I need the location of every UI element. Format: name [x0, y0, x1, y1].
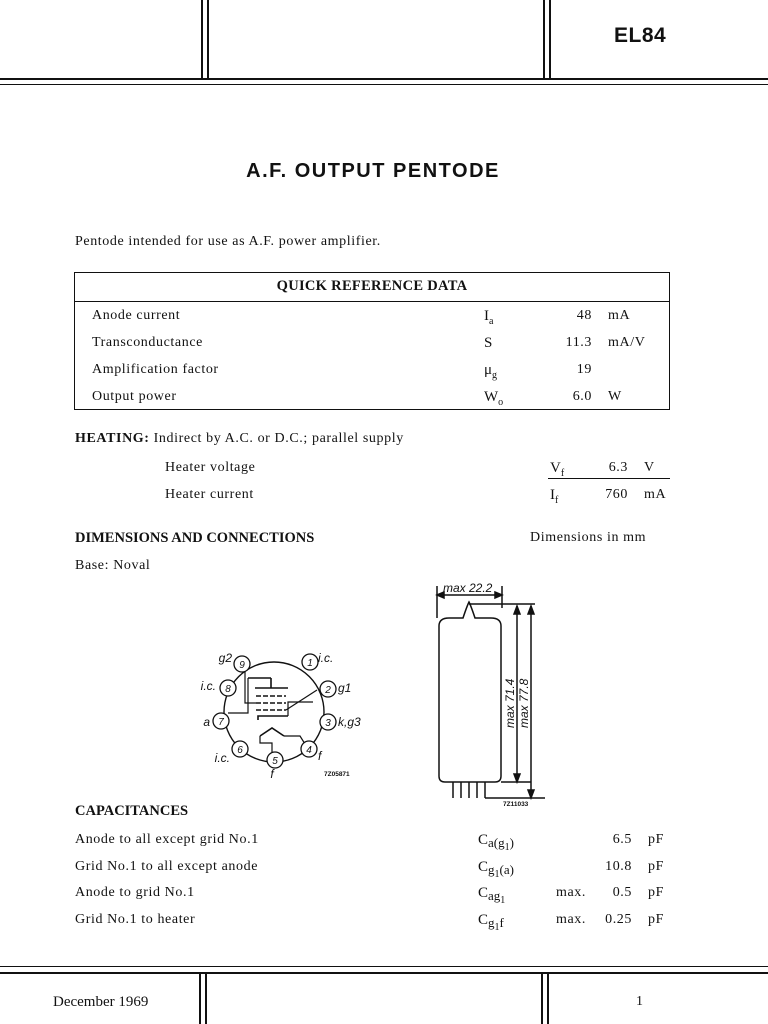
qr-symbol-main: I — [484, 308, 489, 324]
base-label: Base: Noval — [75, 558, 151, 573]
qr-value: 48 — [576, 308, 592, 323]
heating-label: HEATING: — [75, 431, 150, 446]
capacitance-label: Grid No.1 to heater — [75, 911, 196, 927]
capacitance-symbol — [478, 883, 506, 906]
cap-symbol-sub — [488, 888, 506, 906]
qr-label: Amplification factor — [92, 362, 219, 377]
cap-symbol-main: C — [478, 832, 489, 848]
pin-number: 1 — [307, 658, 313, 669]
qr-label: Output power — [92, 389, 177, 404]
cap-symbol-sub — [488, 835, 514, 853]
heating-row-unit: mA — [644, 487, 667, 502]
qr-unit: W — [608, 389, 622, 404]
cap-sub-part1: g — [488, 861, 495, 877]
capacitance-unit: pF — [648, 911, 664, 927]
pin-label: f — [270, 767, 274, 781]
pin-label: i.c. — [200, 679, 216, 693]
capacitance-label: Anode to all except grid No.1 — [75, 832, 259, 847]
heating-row-unit: V — [644, 460, 655, 475]
socket-drawing-code: 7Z05871 — [324, 771, 350, 778]
pin-number: 5 — [272, 756, 278, 767]
capacitance-unit: pF — [648, 832, 664, 847]
pin-number: 7 — [218, 717, 224, 728]
qr-unit: mA — [608, 308, 631, 323]
pin-number: 3 — [325, 718, 331, 729]
capacitance-unit: pF — [648, 885, 664, 900]
intro-text: Pentode intended for use as A.F. power amplifier. — [75, 234, 381, 249]
qr-symbol — [484, 306, 493, 326]
capacitance-unit: pF — [648, 858, 664, 874]
cap-sub-part1: ag — [488, 888, 501, 903]
heating-symbol-sub: f — [560, 468, 565, 479]
capacitance-value: 0.25 — [605, 911, 632, 927]
heating-symbol-main: I — [550, 487, 555, 503]
pin-number: 6 — [237, 745, 243, 756]
heating-line — [75, 431, 404, 447]
pin-number: 4 — [306, 745, 312, 756]
capacitances-heading: CAPACITANCES — [75, 803, 189, 819]
pin-label: i.c. — [318, 651, 334, 665]
qr-value: 19 — [576, 362, 592, 377]
pin-connection-diagram — [190, 640, 380, 790]
capacitance-symbol — [478, 857, 514, 880]
footer-date: December 1969 — [53, 994, 149, 1010]
pin-label: a — [203, 715, 210, 729]
qr-value: 6.0 — [572, 389, 592, 404]
qr-symbol-main: S — [484, 335, 493, 351]
cap-symbol-sub — [488, 861, 514, 880]
qr-label: Anode current — [92, 308, 181, 323]
heating-row-symbol — [550, 485, 558, 505]
capacitance-label: Grid No.1 to all except anode — [75, 858, 259, 874]
capacitance-value: 6.5 — [612, 832, 632, 847]
tube-width-label: max 22.2 — [443, 581, 493, 595]
cap-sub-part1: g — [488, 914, 495, 930]
capacitance-label: Anode to grid No.1 — [75, 885, 195, 900]
pin-label: f — [318, 749, 322, 763]
qr-label: Transconductance — [92, 335, 203, 350]
cap-sub-part2: 1 — [504, 842, 510, 853]
pin-label: k,g3 — [338, 715, 361, 729]
cap-sub-part3: f — [499, 914, 504, 930]
pin-number: 8 — [225, 684, 231, 695]
heating-row-value: 6.3 — [608, 460, 628, 475]
qr-unit: mA/V — [608, 335, 646, 350]
cap-sub-part2: 1 — [494, 868, 500, 880]
capacitance-value: 10.8 — [605, 858, 632, 874]
cap-sub-part3: ) — [509, 835, 514, 850]
type-number: EL84 — [614, 24, 667, 47]
heating-row-label: Heater current — [165, 487, 254, 502]
pin-label: g2 — [218, 651, 232, 665]
pin-label: i.c. — [214, 751, 230, 765]
tube-length-label-2: max 77.8 — [517, 678, 531, 728]
qr-symbol — [484, 387, 503, 407]
capacitance-value: 0.5 — [612, 885, 632, 900]
qr-symbol-sub: o — [498, 397, 504, 408]
dimensions-note: Dimensions in mm — [530, 530, 647, 545]
qr-symbol — [484, 333, 492, 353]
heating-symbol-main: V — [550, 460, 561, 476]
page-title: A.F. OUTPUT PENTODE — [246, 160, 500, 182]
page-number: 1 — [636, 994, 643, 1009]
heating-row-symbol — [550, 458, 564, 478]
cap-symbol-main: C — [478, 911, 489, 928]
capacitance-symbol — [478, 830, 514, 853]
quick-reference-heading: QUICK REFERENCE DATA — [276, 278, 468, 294]
capacitance-qualifier: max. — [556, 885, 587, 900]
tube-length-label-1: max 71.4 — [503, 678, 517, 728]
qr-symbol-sub: a — [489, 316, 494, 327]
qr-symbol — [484, 360, 497, 380]
heating-divider — [548, 478, 670, 479]
capacitance-qualifier: max. — [556, 911, 587, 927]
tube-outline-drawing — [425, 578, 565, 810]
qr-symbol-main: μ — [484, 362, 493, 378]
qr-value: 11.3 — [565, 335, 592, 350]
cap-symbol-main: C — [478, 858, 489, 875]
capacitance-symbol — [478, 910, 504, 933]
pin-number: 2 — [325, 685, 331, 696]
cap-symbol-sub — [488, 914, 504, 933]
qr-symbol-main: W — [484, 389, 499, 405]
cap-symbol-main: C — [478, 885, 489, 901]
pin-number: 9 — [239, 660, 245, 671]
heating-row-value: 760 — [605, 487, 628, 502]
cap-sub-part3: (a) — [499, 861, 514, 877]
cap-sub-part2: 1 — [500, 895, 506, 906]
heating-text: Indirect by A.C. or D.C.; parallel supply — [153, 431, 404, 446]
pin-label: g1 — [338, 681, 352, 695]
qr-symbol-sub: g — [492, 370, 498, 381]
heating-symbol-sub: f — [555, 495, 559, 506]
cap-sub-part2: 1 — [494, 921, 500, 933]
tube-drawing-code: 7Z11033 — [503, 801, 529, 808]
dimensions-heading: DIMENSIONS AND CONNECTIONS — [75, 530, 315, 546]
cap-sub-part1: a(g — [488, 835, 505, 850]
heating-row-label: Heater voltage — [165, 460, 256, 475]
